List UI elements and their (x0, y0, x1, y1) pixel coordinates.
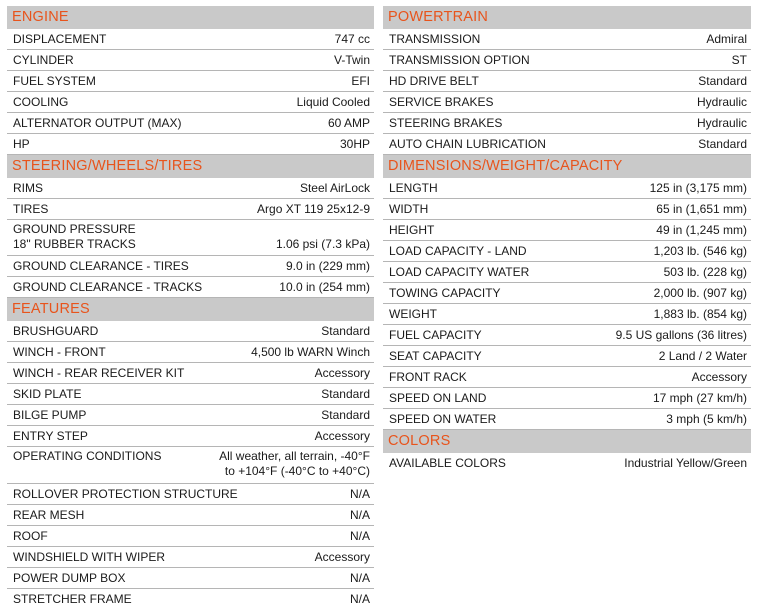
spec-value: Standard (698, 74, 747, 88)
spec-label: GROUND CLEARANCE - TRACKS (13, 280, 203, 294)
section-heading: POWERTRAIN (383, 6, 751, 29)
section-powertrain (383, 6, 751, 155)
spec-value: Standard (321, 324, 370, 338)
section-heading: FEATURES (7, 298, 374, 321)
spec-value: 125 in (3,175 mm) (649, 181, 747, 195)
spec-value: EFI (351, 74, 370, 88)
spec-row (383, 113, 751, 134)
section-heading: COLORS (383, 430, 751, 453)
section-dimensions-weight-capacity (383, 155, 751, 430)
spec-label: HD DRIVE BELT (389, 74, 479, 88)
spec-label: GROUND CLEARANCE - TIRES (13, 259, 189, 273)
spec-row (383, 453, 751, 475)
spec-label: STEERING BRAKES (389, 116, 503, 130)
section-heading: DIMENSIONS/WEIGHT/CAPACITY (383, 155, 751, 178)
spec-label: AVAILABLE COLORS (389, 456, 506, 470)
spec-row (7, 50, 374, 71)
section-colors (383, 430, 751, 475)
spec-value: 60 AMP (327, 116, 370, 130)
spec-row (383, 199, 751, 220)
spec-value: N/A (349, 487, 370, 501)
spec-value: Industrial Yellow/Green (624, 456, 747, 470)
spec-row (383, 388, 751, 409)
spec-label: GROUND PRESSURE 18" RUBBER TRACKS (13, 222, 136, 251)
spec-label: LENGTH (389, 181, 438, 195)
spec-label: TOWING CAPACITY (389, 286, 501, 300)
spec-label: TIRES (13, 202, 49, 216)
spec-label: BRUSHGUARD (13, 324, 99, 338)
spec-label: ALTERNATOR OUTPUT (MAX) (13, 116, 182, 130)
spec-row (383, 220, 751, 241)
spec-row (383, 71, 751, 92)
spec-value: Steel AirLock (299, 181, 370, 195)
spec-row (7, 505, 374, 526)
section-heading: STEERING/WHEELS/TIRES (7, 155, 374, 178)
spec-label: AUTO CHAIN LUBRICATION (389, 137, 546, 151)
spec-value: 503 lb. (228 kg) (663, 265, 747, 279)
spec-value: V-Twin (333, 53, 370, 67)
spec-row (383, 29, 751, 50)
spec-row (383, 241, 751, 262)
spec-value: 747 cc (334, 32, 370, 46)
spec-value: Standard (321, 387, 370, 401)
spec-value: N/A (349, 571, 370, 585)
spec-row (7, 384, 374, 405)
spec-row (383, 262, 751, 283)
spec-column-right (383, 0, 751, 475)
spec-value: Accessory (691, 370, 747, 384)
spec-value: N/A (349, 508, 370, 522)
spec-row (383, 283, 751, 304)
spec-value: 30HP (339, 137, 370, 151)
section-features (7, 298, 374, 610)
spec-value: 65 in (1,651 mm) (656, 202, 747, 216)
spec-label: HEIGHT (389, 223, 435, 237)
spec-row (383, 134, 751, 155)
spec-value: Argo XT 119 25x12-9 (257, 202, 370, 216)
spec-row (383, 92, 751, 113)
spec-row (7, 220, 374, 256)
spec-row (7, 342, 374, 363)
spec-label: HP (13, 137, 30, 151)
spec-value: Standard (321, 408, 370, 422)
spec-value: 3 mph (5 km/h) (666, 412, 747, 426)
spec-row (7, 29, 374, 50)
spec-label: WINCH - REAR RECEIVER KIT (13, 366, 185, 380)
spec-label: FUEL SYSTEM (13, 74, 96, 88)
spec-label: SPEED ON LAND (389, 391, 487, 405)
spec-label: COOLING (13, 95, 69, 109)
spec-label: TRANSMISSION (389, 32, 481, 46)
spec-label: SEAT CAPACITY (389, 349, 482, 363)
spec-label: FUEL CAPACITY (389, 328, 482, 342)
spec-value: All weather, all terrain, -40°F to +104°F (-40°C to +40°C) (219, 449, 370, 478)
spec-value: 9.0 in (229 mm) (285, 259, 370, 273)
spec-label: WINCH - FRONT (13, 345, 106, 359)
spec-label: OPERATING CONDITIONS (13, 449, 162, 463)
spec-value: ST (731, 53, 747, 67)
spec-label: REAR MESH (13, 508, 85, 522)
spec-value: Hydraulic (696, 116, 747, 130)
spec-row (7, 484, 374, 505)
spec-row (7, 363, 374, 384)
spec-row (7, 447, 374, 484)
section-engine (7, 6, 374, 155)
spec-row (7, 426, 374, 447)
spec-label: LOAD CAPACITY - LAND (389, 244, 527, 258)
spec-label: ROLLOVER PROTECTION STRUCTURE (13, 487, 238, 501)
spec-row (383, 304, 751, 325)
spec-row (7, 199, 374, 220)
spec-column-left (7, 0, 374, 610)
spec-value: Accessory (314, 429, 370, 443)
spec-value: 1,203 lb. (546 kg) (653, 244, 747, 258)
spec-label: SERVICE BRAKES (389, 95, 494, 109)
spec-label: SPEED ON WATER (389, 412, 497, 426)
spec-label: DISPLACEMENT (13, 32, 107, 46)
spec-value: Accessory (314, 366, 370, 380)
spec-row (7, 526, 374, 547)
spec-row (383, 178, 751, 199)
spec-label: ROOF (13, 529, 48, 543)
spec-row (7, 256, 374, 277)
spec-row (7, 178, 374, 199)
spec-label: BILGE PUMP (13, 408, 87, 422)
spec-label: CYLINDER (13, 53, 74, 67)
spec-label: WINDSHIELD WITH WIPER (13, 550, 165, 564)
spec-row (383, 367, 751, 388)
spec-value: 17 mph (27 km/h) (652, 391, 747, 405)
spec-row (7, 277, 374, 298)
spec-row (7, 92, 374, 113)
spec-value: Admiral (706, 32, 747, 46)
spec-value: 9.5 US gallons (36 litres) (615, 328, 747, 342)
spec-row (7, 547, 374, 568)
spec-row (7, 134, 374, 155)
spec-value: 2,000 lb. (907 kg) (653, 286, 747, 300)
section-heading: ENGINE (7, 6, 374, 29)
spec-row (7, 405, 374, 426)
spec-value: Liquid Cooled (296, 95, 370, 109)
spec-value: 2 Land / 2 Water (658, 349, 747, 363)
spec-row (7, 589, 374, 610)
spec-label: LOAD CAPACITY WATER (389, 265, 530, 279)
spec-label: ENTRY STEP (13, 429, 88, 443)
spec-row (383, 346, 751, 367)
spec-label: POWER DUMP BOX (13, 571, 126, 585)
spec-value: Standard (698, 137, 747, 151)
spec-value: Hydraulic (696, 95, 747, 109)
section-steering-wheels-tires (7, 155, 374, 298)
spec-row (383, 50, 751, 71)
spec-value: 4,500 lb WARN Winch (251, 345, 370, 359)
spec-row (7, 568, 374, 589)
spec-label: RIMS (13, 181, 43, 195)
spec-label: TRANSMISSION OPTION (389, 53, 530, 67)
spec-value: N/A (349, 592, 370, 606)
spec-row (383, 325, 751, 346)
spec-row (383, 409, 751, 430)
spec-row (7, 113, 374, 134)
spec-label: FRONT RACK (389, 370, 467, 384)
spec-value: Accessory (314, 550, 370, 564)
spec-row (7, 321, 374, 342)
spec-value: 1.06 psi (7.3 kPa) (275, 237, 370, 251)
spec-label: WEIGHT (389, 307, 437, 321)
spec-value: N/A (349, 529, 370, 543)
spec-label: SKID PLATE (13, 387, 82, 401)
spec-value: 1,883 lb. (854 kg) (653, 307, 747, 321)
spec-label: STRETCHER FRAME (13, 592, 132, 606)
spec-value: 10.0 in (254 mm) (279, 280, 370, 294)
spec-row (7, 71, 374, 92)
spec-value: 49 in (1,245 mm) (656, 223, 747, 237)
spec-label: WIDTH (389, 202, 429, 216)
